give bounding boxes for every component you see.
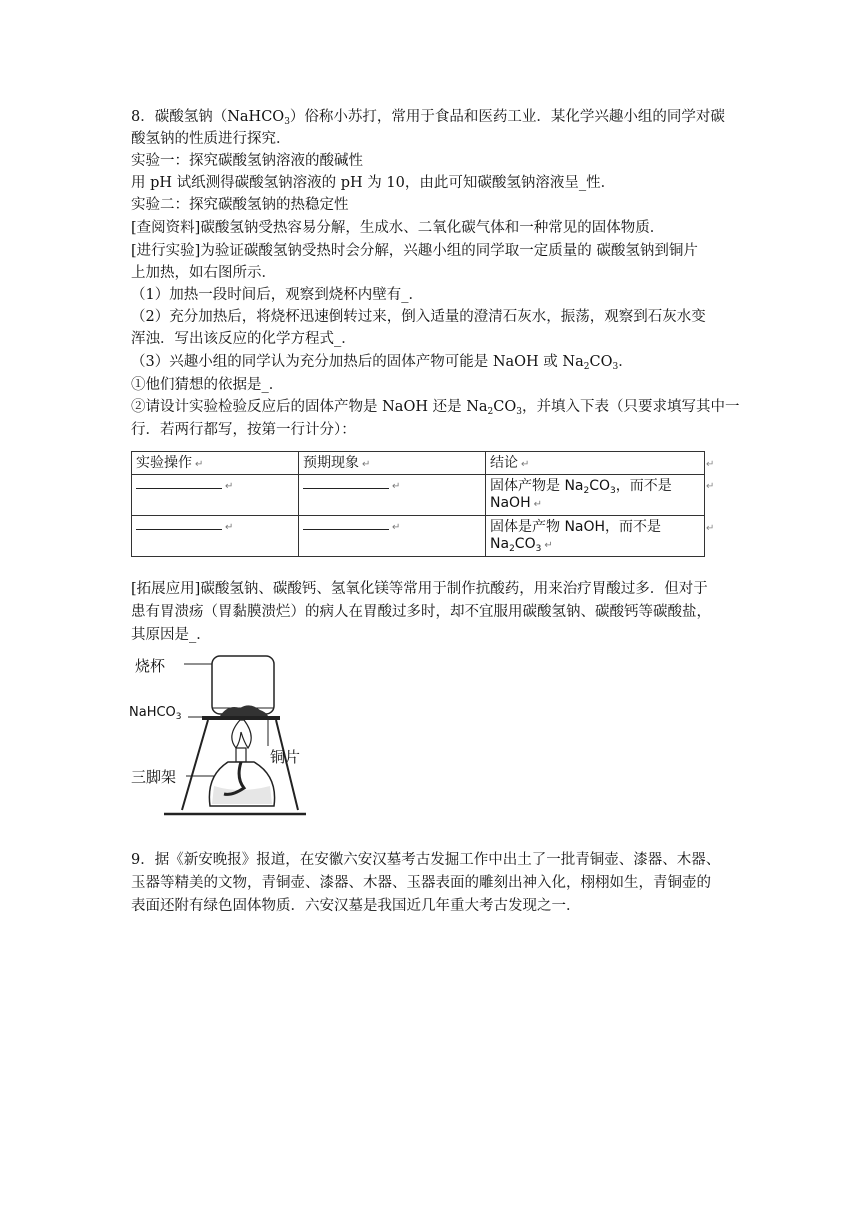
row2-phenomenon-blank[interactable]: ↵	[299, 516, 486, 557]
exp1-text: 用 pH 试纸测得碳酸氢钠溶液的 pH 为 10，由此可知碳酸氢钠溶液呈_性．	[131, 175, 616, 191]
flame	[232, 720, 251, 748]
beaker-label: 烧杯	[135, 657, 166, 675]
table-row	[132, 475, 705, 516]
experiment-line1: [进行实验]为验证碳酸氢钠受热时会分解，兴趣小组的同学取一定质量的 碳酸氢钠到铜片	[131, 243, 698, 259]
table-header-row	[132, 452, 705, 475]
design-line1: ②请设计实验检验反应后的固体产物是 NaOH 还是 $Na_2CO_3$，并填入下表（只要求填写其中一	[131, 399, 740, 417]
experiment-table	[131, 451, 705, 557]
q9-line2: 玉器等精美的文物，青铜壶、漆器、木器、玉器表面的雕刻出神入化，栩栩如生，青铜壶的	[131, 875, 711, 891]
extension-line3: 其原因是_．	[131, 627, 211, 643]
exp1-title: 实验一：探究碳酸氢钠溶液的酸碱性	[131, 153, 363, 169]
conjecture-basis: ①他们猜想的依据是_．	[131, 377, 284, 393]
copper-label: 铜片	[270, 748, 301, 766]
row2-conclusion: 固体是产物 NaOH，而不是 $Na_2CO_3$ ↵	[486, 516, 705, 557]
nahco3-label: NaHCO$_3$	[129, 705, 182, 722]
return-mark: ↵	[706, 481, 715, 492]
tripod-leg	[182, 720, 208, 810]
return-mark: ↵	[706, 523, 715, 534]
q8-line1: 8．碳酸氢钠（NaHCO$_3$）俗称小苏打，常用于食品和医药工业．某化学兴趣小组的同学对碳	[131, 109, 725, 127]
row1-conclusion: 固体产物是 $Na_2CO_3$，而不是 NaOH ↵	[486, 475, 705, 516]
row2-operation-blank[interactable]: ↵	[132, 516, 299, 557]
q9-line1: 9．据《新安晚报》报道，在安徽六安汉墓考古发掘工作中出土了一批青铜壶、漆器、木器、	[131, 852, 721, 868]
return-mark: ↵	[706, 459, 715, 470]
step2-line1: （2）充分加热后，将烧杯迅速倒转过来，倒入适量的澄清石灰水，振荡，观察到石灰水变	[131, 309, 706, 325]
beaker-shape	[212, 656, 274, 714]
extension-line1: [拓展应用]碳酸氢钠、碳酸钙、氢氧化镁等常用于制作抗酸药，用来治疗胃酸过多．但对于	[131, 581, 708, 597]
header-phenomenon: 预期现象 ↵	[299, 452, 486, 475]
header-operation: 实验操作 ↵	[132, 452, 299, 475]
q8-line2: 酸氢钠的性质进行探究．	[131, 131, 291, 147]
header-conclusion: 结论 ↵	[486, 452, 705, 475]
extension-line2: 患有胃溃疡（胃黏膜溃烂）的病人在胃酸过多时，却不宜服用碳酸氢钠、碳酸钙等碳酸盐，	[131, 604, 711, 620]
table-row	[132, 516, 705, 557]
exp2-title: 实验二：探究碳酸氢钠的热稳定性	[131, 197, 349, 213]
step1: （1）加热一段时间后，观察到烧杯内壁有_．	[131, 287, 423, 303]
reference-info: [查阅资料]碳酸氢钠受热容易分解，生成水、二氧化碳气体和一种常见的固体物质．	[131, 220, 665, 236]
experiment-line2: 上加热，如右图所示．	[131, 265, 276, 281]
design-line2: 行．若两行都写，按第一行计分）：	[131, 422, 356, 438]
row1-phenomenon-blank[interactable]: ↵	[299, 475, 486, 516]
q9-line3: 表面还附有绿色固体物质．六安汉墓是我国近几年重大考古发现之一．	[131, 898, 581, 914]
step3: （3）兴趣小组的同学认为充分加热后的固体产物可能是 NaOH 或 $Na_2CO_3$．	[131, 354, 633, 372]
step2-line2: 浑浊．写出该反应的化学方程式_．	[131, 331, 356, 347]
row1-operation-blank[interactable]: ↵	[132, 475, 299, 516]
tripod-label: 三脚架	[131, 768, 177, 786]
